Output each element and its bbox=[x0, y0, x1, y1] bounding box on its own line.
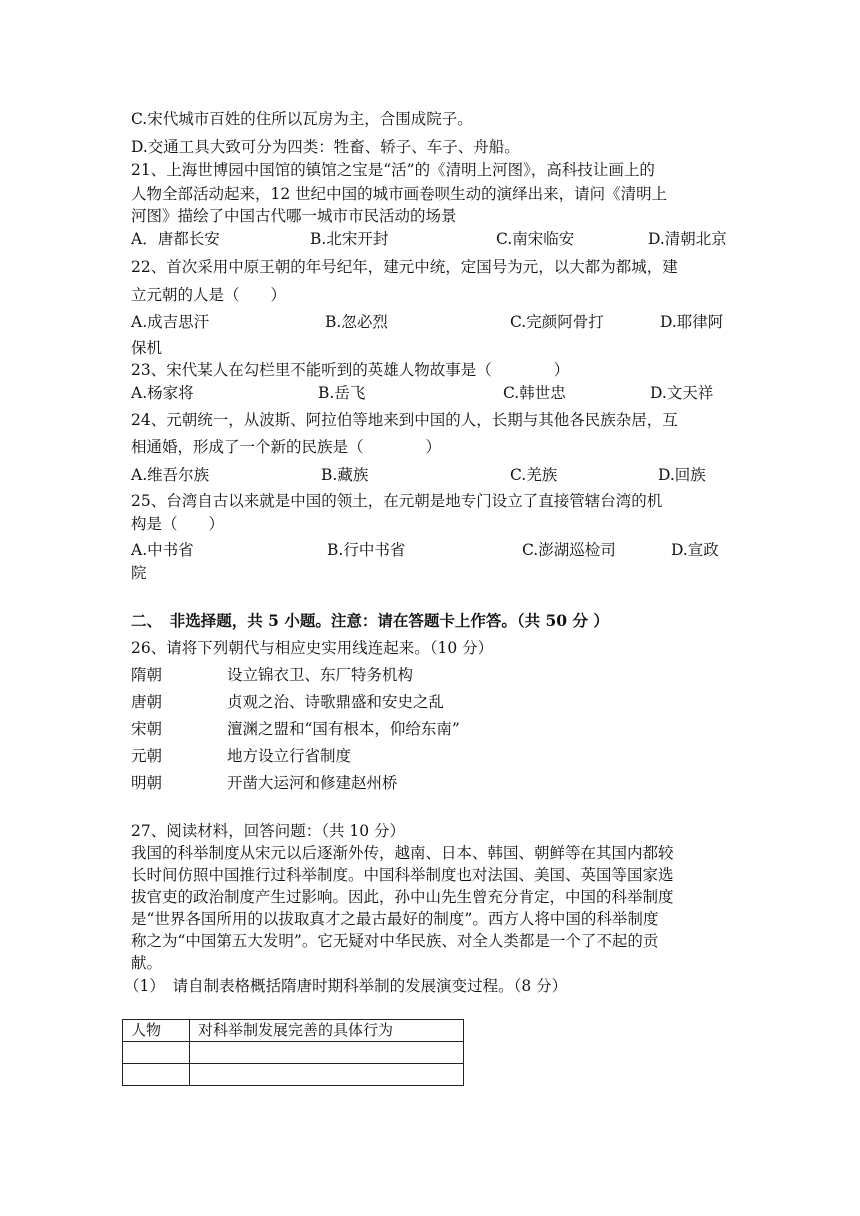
q25-tail: 院 bbox=[131, 564, 147, 582]
match-dynasty: 唐朝 bbox=[131, 693, 163, 711]
answer-table bbox=[122, 1019, 464, 1086]
q22-tail: 保机 bbox=[131, 339, 163, 357]
q22-option-b: B.忽必烈 bbox=[325, 313, 388, 331]
q24-option-b: B.藏族 bbox=[321, 466, 369, 484]
option-c-line: C.宋代城市百姓的住所以瓦房为主，合围成院子。 bbox=[131, 110, 473, 128]
q23-line-1: 23、宋代某人在勾栏里不能听到的英雄人物故事是（ ） bbox=[131, 361, 570, 379]
table-cell[interactable] bbox=[123, 1064, 190, 1086]
material-line-2: 长时间仿照中国推行过科举制度。中国科举制度也对法国、美国、英国等国家选 bbox=[131, 866, 674, 884]
q25-option-b: B.行中书省 bbox=[327, 541, 406, 559]
match-fact: 开凿大运河和修建赵州桥 bbox=[227, 774, 398, 792]
q21-line-2: 人物全部活动起来，12 世纪中国的城市画卷呗生动的演绎出来，请问《清明上 bbox=[131, 185, 668, 203]
q21-option-d: D.清朝北京 bbox=[648, 230, 727, 248]
material-line-6: 献。 bbox=[131, 954, 163, 972]
q23-option-a: A.杨家将 bbox=[131, 384, 194, 402]
q24-line-1: 24、元朝统一，从波斯、阿拉伯等地来到中国的人，长期与其他各民族杂居，互 bbox=[131, 411, 678, 429]
material-line-5: 称之为“中国第五大发明”。它无疑对中华民族、对全人类都是一个了不起的贡 bbox=[131, 932, 659, 950]
match-fact: 地方设立行省制度 bbox=[227, 747, 352, 765]
table-row bbox=[123, 1042, 464, 1064]
q24-line-2: 相通婚，形成了一个新的民族是（ ） bbox=[131, 438, 442, 456]
q25-option-a: A.中书省 bbox=[131, 541, 194, 559]
q21-line-3: 河图》描绘了中国古代哪一城市市民活动的场景 bbox=[131, 207, 457, 225]
table-header-cell: 对科举制发展完善的具体行为 bbox=[190, 1020, 464, 1042]
match-fact: 澶渊之盟和“国有根本，仰给东南” bbox=[227, 720, 460, 738]
q21-line-1: 21、上海世博园中国馆的镇馆之宝是“活”的《清明上河图》，高科技让画上的 bbox=[131, 161, 655, 179]
section-two-heading: 二、 非选择题，共 5 小题。注意：请在答题卡上作答。（共 50 分 ） bbox=[131, 611, 609, 630]
q24-option-c: C.羌族 bbox=[510, 466, 558, 484]
match-dynasty: 明朝 bbox=[131, 774, 163, 792]
q22-option-d: D.耶律阿 bbox=[660, 313, 724, 331]
q21-option-c: C.南宋临安 bbox=[496, 230, 575, 248]
q22-option-c: C.完颜阿骨打 bbox=[510, 313, 604, 331]
q23-option-c: C.韩世忠 bbox=[503, 384, 566, 402]
option-d-line: D.交通工具大致可分为四类：牲畜、轿子、车子、舟船。 bbox=[131, 138, 520, 156]
q25-line-1: 25、台湾自古以来就是中国的领土，在元朝是地专门设立了直接管辖台湾的机 bbox=[131, 492, 663, 510]
q22-option-a: A.成吉思汗 bbox=[131, 313, 210, 331]
q25-option-d: D.宣政 bbox=[671, 541, 719, 559]
table-header-cell: 人物 bbox=[123, 1020, 190, 1042]
q21-option-b: B.北宋开封 bbox=[310, 230, 389, 248]
match-dynasty: 宋朝 bbox=[131, 720, 163, 738]
table-cell[interactable] bbox=[190, 1042, 464, 1064]
q27-sub-1: （1） 请自制表格概括隋唐时期科举制的发展演变过程。（8 分） bbox=[124, 977, 568, 995]
material-line-4: 是“世界各国所用的以拔取真才之最古最好的制度”。西方人将中国的科举制度 bbox=[131, 910, 659, 928]
table-cell[interactable] bbox=[123, 1042, 190, 1064]
q26-title: 26、请将下列朝代与相应史实用线连起来。（10 分） bbox=[131, 639, 494, 657]
q22-line-1: 22、首次采用中原王朝的年号纪年，建元中统，定国号为元，以大都为都城，建 bbox=[131, 258, 678, 276]
q27-title: 27、阅读材料，回答问题：（共 10 分） bbox=[131, 822, 406, 840]
q24-option-a: A.维吾尔族 bbox=[131, 466, 210, 484]
table-header-row bbox=[123, 1020, 464, 1042]
table-cell[interactable] bbox=[190, 1064, 464, 1086]
q23-option-b: B.岳飞 bbox=[318, 384, 366, 402]
match-fact: 设立锦衣卫、东厂特务机构 bbox=[227, 666, 414, 684]
match-fact: 贞观之治、诗歌鼎盛和安史之乱 bbox=[227, 693, 445, 711]
material-line-3: 拔官吏的政治制度产生过影响。因此，孙中山先生曾充分肯定，中国的科举制度 bbox=[131, 888, 674, 906]
q22-line-2: 立元朝的人是（ ） bbox=[131, 286, 287, 304]
table-row bbox=[123, 1064, 464, 1086]
q25-line-2: 构是（ ） bbox=[131, 515, 225, 533]
q23-option-d: D.文天祥 bbox=[650, 384, 714, 402]
match-dynasty: 元朝 bbox=[131, 747, 163, 765]
match-dynasty: 隋朝 bbox=[131, 666, 163, 684]
material-line-1: 我国的科举制度从宋元以后逐渐外传，越南、日本、韩国、朝鲜等在其国内都较 bbox=[131, 844, 674, 862]
q25-option-c: C.澎湖巡检司 bbox=[522, 541, 616, 559]
q21-option-a: A．唐都长安 bbox=[131, 230, 220, 248]
q24-option-d: D.回族 bbox=[658, 466, 706, 484]
